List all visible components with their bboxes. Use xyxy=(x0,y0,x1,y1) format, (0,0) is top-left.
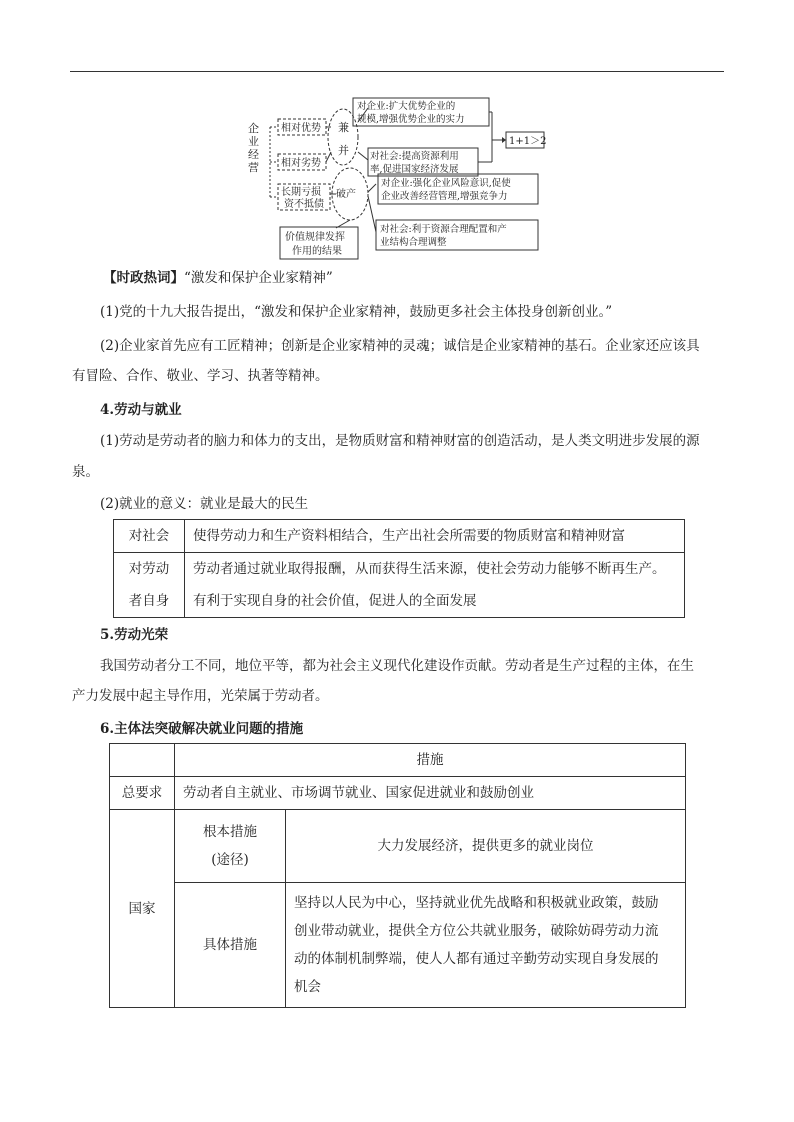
section4-heading: 4.劳动与就业 xyxy=(100,402,182,418)
hot-topic-p2a: (2)企业家首先应有工匠精神；创新是企业家精神的灵魂；诚信是企业家精神的基石。企业家还应该具 xyxy=(100,338,700,354)
hot-topic-title xyxy=(103,268,729,288)
hot-topic-p2b: 有冒险、合作、敬业、学习、执著等精神。 xyxy=(72,368,329,384)
merge-label-1: 兼 xyxy=(338,121,349,134)
loss-text-1: 长期亏损 xyxy=(281,187,321,198)
loss-text-2: 资不抵债 xyxy=(284,199,324,210)
left-label-char: 营 xyxy=(248,161,259,174)
bankrupt-enterprise-text-2: 企业改善经营管理,增强竞争力 xyxy=(381,191,508,202)
section6-heading: 6.主体法突破解决就业问题的措施 xyxy=(100,721,304,737)
left-label-char: 企 xyxy=(248,122,259,135)
enterprise-merger-bankruptcy-diagram xyxy=(240,92,560,267)
advantage-text: 相对优势 xyxy=(281,123,321,134)
merge-society-text-2: 率,促进国家经济发展 xyxy=(370,164,459,175)
merge-society-text-1: 对社会:提高资源利用 xyxy=(370,151,459,162)
specific-text-2: 创业带动就业，提供全方位公共就业服务，破除妨碍劳动力流 xyxy=(294,923,659,939)
merge-label-2: 并 xyxy=(338,144,349,157)
header-rule xyxy=(70,71,724,72)
bankrupt-society-text-2: 业结构合理调整 xyxy=(380,237,447,248)
bankrupt-label: 破产 xyxy=(336,189,356,200)
row-text-worker-2: 有利于实现自身的社会价值，促进人的全面发展 xyxy=(193,593,477,609)
root-label xyxy=(175,810,286,883)
merge-enterprise-text-2: 规模,增强优势企业的实力 xyxy=(357,114,465,125)
row-label-worker-1: 对劳动 xyxy=(128,561,170,577)
specific-text xyxy=(286,883,686,1008)
section4-p2: (2)就业的意义：就业是最大的民生 xyxy=(100,496,309,512)
root-label-1: 根本措施 xyxy=(203,824,257,840)
table-row xyxy=(110,810,686,883)
measures-header: 措施 xyxy=(175,744,686,777)
row-label-worker xyxy=(114,553,185,618)
state-label: 国家 xyxy=(110,810,175,1008)
root-text: 大力发展经济，提供更多的就业岗位 xyxy=(286,810,686,883)
table-row xyxy=(110,883,686,1008)
section5-heading: 5.劳动光荣 xyxy=(100,627,169,643)
bankrupt-society-text-1: 对社会:利于资源合理配置和产 xyxy=(380,224,507,235)
table-row xyxy=(110,777,686,810)
row-label-society: 对社会 xyxy=(114,520,185,553)
header-empty-cell xyxy=(110,744,175,777)
row-text-society: 使得劳动力和生产资料相结合，生产出社会所需要的物质财富和精神财富 xyxy=(185,520,685,553)
specific-text-1: 坚持以人民为中心，坚持就业优先战略和积极就业政策，鼓励 xyxy=(294,895,659,911)
table-row xyxy=(110,744,686,777)
table-row xyxy=(114,553,685,618)
disadvantage-text: 相对劣势 xyxy=(281,158,321,169)
section5-p1b: 产力发展中起主导作用，光荣属于劳动者。 xyxy=(72,688,329,704)
root-label-2: (途径) xyxy=(211,852,249,868)
specific-label: 具体措施 xyxy=(175,883,286,1008)
hot-topic-title-text: “激发和保护企业家精神” xyxy=(184,270,333,286)
merge-enterprise-text-1: 对企业:扩大优势企业的 xyxy=(357,101,456,112)
employment-measures-table xyxy=(109,743,686,1008)
row-text-worker-1: 劳动者通过就业取得报酬，从而获得生活来源，使社会劳动力能够不断再生产。 xyxy=(193,561,666,577)
left-label-char: 业 xyxy=(248,135,259,148)
employment-significance-table xyxy=(113,519,685,618)
bankrupt-enterprise-text-1: 对企业:强化企业风险意识,促使 xyxy=(381,178,511,189)
hot-topic-p1: (1)党的十九大报告提出，“激发和保护企业家精神，鼓励更多社会主体投身创新创业。” xyxy=(100,304,613,320)
table-row xyxy=(114,520,685,553)
general-text: 劳动者自主就业、市场调节就业、国家促进就业和鼓励创业 xyxy=(175,777,686,810)
hot-topic-prefix: 【时政热词】 xyxy=(103,270,184,286)
row-text-worker xyxy=(185,553,685,618)
specific-text-3: 动的体制机制弊端，使人人都有通过辛勤劳动实现自身发展的 xyxy=(294,951,659,967)
value-law-text-2: 作用的结果 xyxy=(292,246,342,257)
section5-p1a: 我国劳动者分工不同，地位平等，都为社会主义现代化建设作贡献。劳动者是生产过程的主体，在生 xyxy=(100,658,694,674)
left-label-char: 经 xyxy=(248,148,259,161)
row-label-worker-2: 者自身 xyxy=(128,593,170,609)
general-label: 总要求 xyxy=(110,777,175,810)
diagram-left-label xyxy=(248,121,259,174)
result-text: 1+1＞2 xyxy=(509,136,547,147)
specific-text-4: 机会 xyxy=(294,979,321,995)
section4-p1a: (1)劳动是劳动者的脑力和体力的支出，是物质财富和精神财富的创造活动，是人类文明进步发展的源 xyxy=(100,433,700,449)
value-law-text-1: 价值规律发挥 xyxy=(285,232,345,243)
section4-p1b: 泉。 xyxy=(72,464,99,480)
